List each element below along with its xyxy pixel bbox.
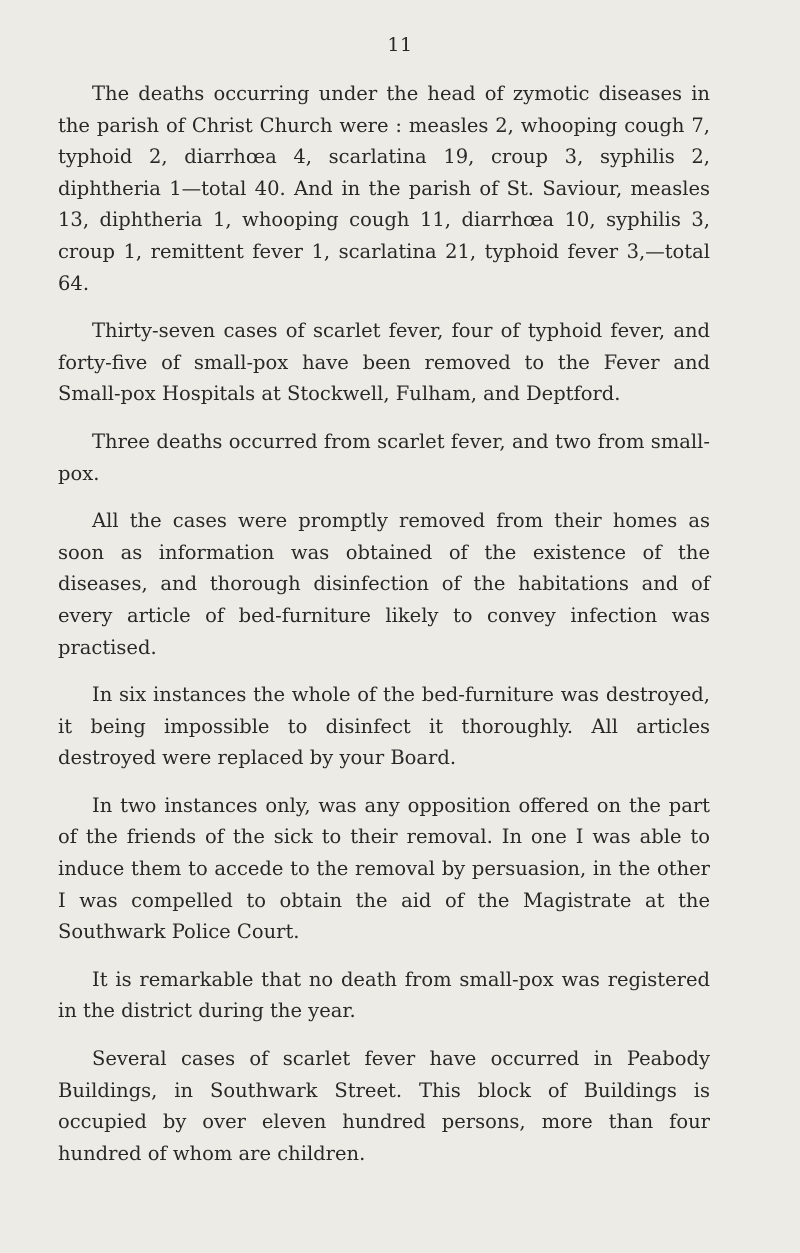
paragraph-opposition: In two instances only, was any opposition offered on the part of the friends of the sick to their removal. In one I was able to induce them to accede to the removal by persuasion, in the other I was compelled to obtain the aid of the Magistrate at the Southwark Police Court. (58, 793, 710, 944)
paragraph-cases-removed: Thirty-seven cases of scarlet fever, four of typhoid fever, and forty-five of small-pox have been removed to the Fever and Small-pox Hospitals at Stockwell, Fulham, and Deptford. (58, 319, 710, 406)
paragraph-disinfection: All the cases were promptly removed from their homes as soon as information was obtained of the existence of the diseases, and thorough disinfection of the habitations and of every article of bed-furniture likely to convey infection was practised. (58, 509, 710, 659)
page-number: 11 (387, 34, 413, 56)
paragraph-no-smallpox-death: It is remarkable that no death from small-pox was registered in the district during the year. (58, 967, 710, 1023)
body-text (58, 78, 710, 1185)
paragraph-zymotic-deaths: The deaths occurring under the head of zymotic diseases in the parish of Christ Church were : measles 2, whooping cough 7, typhoid 2, diarrhœa 4, scarlatina 19, croup 3, syphilis 2, diphtheria 1—total 40. And in the parish of St. Saviour, measles 13, diphtheria 1, whooping cough 11, diarrhœa 10, syphilis 3, croup 1, remittent fever 1, scarlatina 21, typhoid fever 3,—total 64. (58, 82, 710, 295)
paragraph-deaths-occurred: Three deaths occurred from scarlet fever, and two from small-pox. (58, 429, 710, 485)
paragraph-peabody-buildings: Several cases of scarlet fever have occurred in Peabody Buildings, in Southwark Street. This block of Buildings is occupied by over eleven hundred persons, more than four hundred of whom are children. (58, 1047, 710, 1165)
paragraph-bed-furniture: In six instances the whole of the bed-furniture was destroyed, it being impossible to disinfect it thoroughly. All articles destroyed were replaced by your Board. (58, 683, 710, 770)
